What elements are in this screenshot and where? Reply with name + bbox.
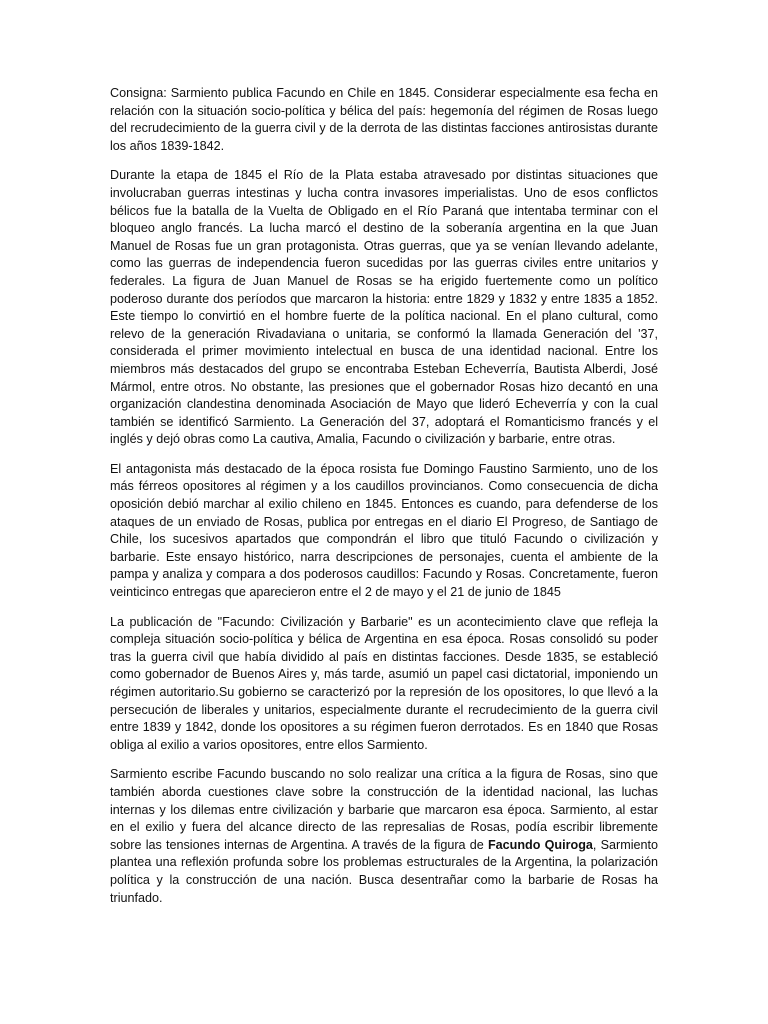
- paragraph-contexto: Durante la etapa de 1845 el Río de la Plata estaba atravesado por distintas situaciones que involucraban guerras intestinas y lucha contra invasores imperialistas. Uno de esos conflictos bélicos fue la batalla de la Vuelta de Obligado en el Río Paraná que intentaba terminar con el bloqueo anglo francés. La lucha marcó el destino de la soberanía argentina en la que Juan Manuel de Rosas fue un gran protagonista. Otras guerras, que ya se venían llevando adelante, como las guerras de independencia fueron sucedidas por las guerras civiles entre unitarios y federales. La figura de Juan Manuel de Rosas se ha erigido fuertemente como un político poderoso durante dos períodos que marcaron la historia: entre 1829 y 1832 y entre 1835 a 1852. Este tiempo lo convirtió en el hombre fuerte de la política nacional. En el plano cultural, como relevo de la generación Rivadaviana o unitaria, se conformó la llamada Generación del '37, considerada el primer movimiento intelectual en busca de una identidad nacional. Entre los miembros más destacados del grupo se encontraba Esteban Echeverría, Bautista Alberdi, José Mármol, entre otros. No obstante, las presiones que el gobernador Rosas hizo decantó en una organización clandestina denominada Asociación de Mayo que lideró Echeverría y con la cual también se identificó Sarmiento. La Generación del 37, adoptará el Romanticismo francés y el inglés y dejó obras como La cautiva, Amalia, Facundo o civilización y barbarie, entre otras.: [110, 168, 658, 447]
- paragraph-consigna: Consigna: Sarmiento publica Facundo en Chile en 1845. Considerar especialmente esa fecha en relación con la situación socio-política y bélica del país: hegemonía del régimen de Rosas luego del recrudecimiento de la guerra civil y de la derrota de las distintas facciones antirosistas durante los años 1839-1842.: [110, 86, 658, 153]
- paragraph-conclusion-part-b: , Sarmiento plantea una reflexión profunda sobre los problemas estructurales de la Argentina, la polarización política y la construcción de una nación. Busca desentrañar como la barbarie de Rosas ha triunfado.: [110, 837, 659, 905]
- facundo-quiroga-bold: Facundo Quiroga: [487, 837, 593, 852]
- document-page: [110, 85, 658, 919]
- paragraph-conclusion: [110, 766, 658, 907]
- paragraph-conclusion-part-a: Sarmiento escribe Facundo buscando no solo realizar una crítica a la figura de Rosas, sino que también aborda cuestiones clave sobre la construcción de la identidad nacional, las luchas internas y los dilemas entre civilización y barbarie que marcaron esa época. Sarmiento, al estar en el exilio y fuera del alcance directo de las represalias de Rosas, podía escribir libremente sobre las tensiones internas de Argentina. A través de la figura de: [110, 767, 658, 852]
- paragraph-sarmiento: El antagonista más destacado de la época rosista fue Domingo Faustino Sarmiento, uno de los más férreos opositores al régimen y a los caudillos provincianos. Como consecuencia de dicha oposición debió marchar al exilio chileno en 1845. Entonces es cuando, para defenderse de los ataques de un enviado de Rosas, publica por entregas en el diario El Progreso, de Santiago de Chile, los sucesivos apartados que compondrán el libro que tituló Facundo o civilización y barbarie. Este ensayo histórico, narra descripciones de personajes, cuenta el ambiente de la pampa y analiza y compara a dos poderosos caudillos: Facundo y Rosas. Concretamente, fueron veinticinco entregas que aparecieron entre el 2 de mayo y el 21 de junio de 1845: [110, 461, 658, 600]
- paragraph-facundo: La publicación de "Facundo: Civilización y Barbarie" es un acontecimiento clave que refleja la compleja situación socio-política y bélica de Argentina en esa época. Rosas consolidó su poder tras la guerra civil que había dividido al país en distintas facciones. Desde 1835, se estableció como gobernador de Buenos Aires y, más tarde, asumió un papel casi dictatorial, imponiendo un régimen autoritario.Su gobierno se caracterizó por la represión de los opositores, lo que llevó a la persecución de liberales y unitarios, especialmente durante el recrudecimiento de la guerra civil entre 1839 y 1842, donde los opositores a su régimen fueron derrotados. Es en 1840 que Rosas obliga al exilio a varios opositores, entre ellos Sarmiento.: [110, 614, 658, 752]
